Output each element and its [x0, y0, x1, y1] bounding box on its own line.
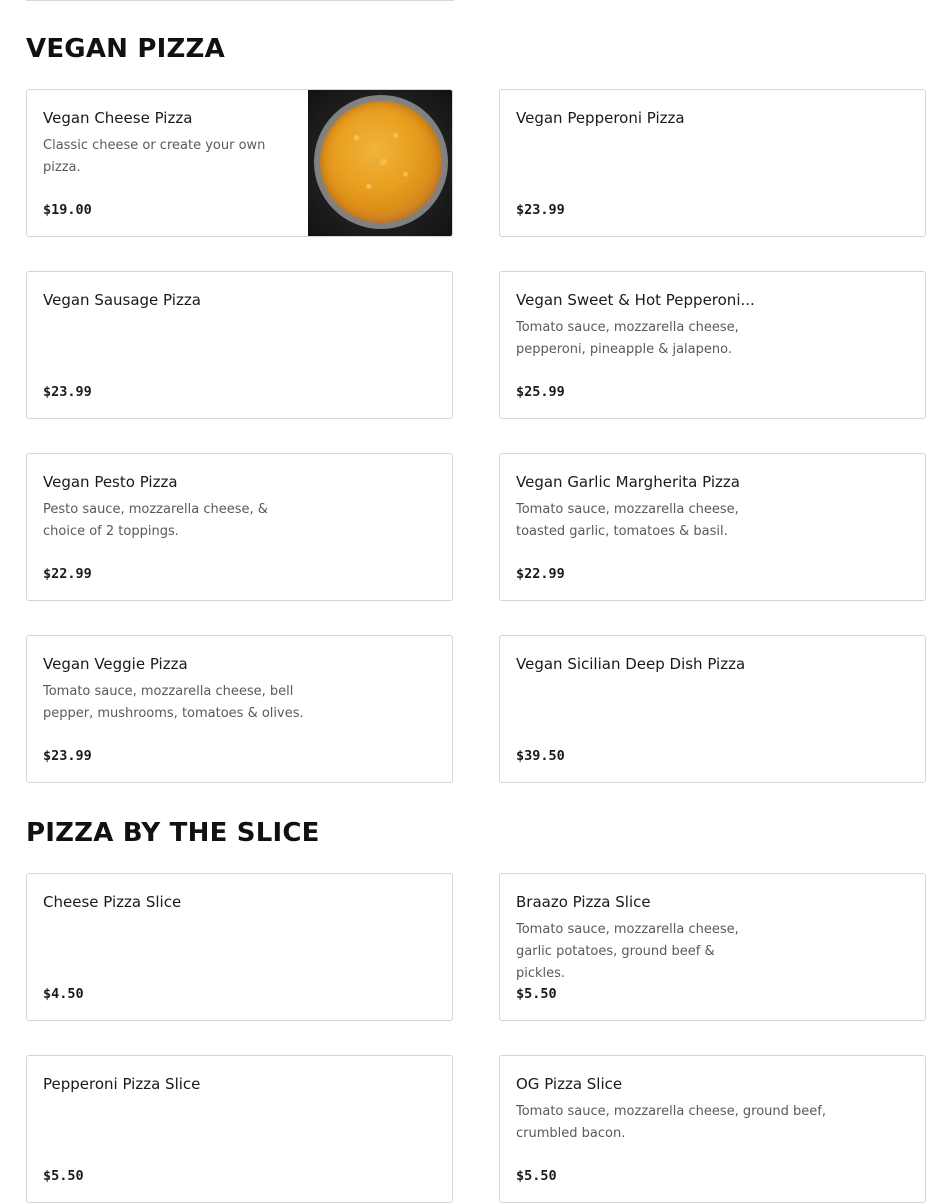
menu-item-description: Classic cheese or create your own pizza.: [43, 138, 266, 175]
section-title-vegan-pizza: VEGAN PIZZA: [26, 34, 225, 64]
menu-item-name: OG Pizza Slice: [516, 1075, 623, 1093]
menu-item-name: Cheese Pizza Slice: [43, 893, 182, 911]
menu-item-name: Vegan Cheese Pizza: [43, 109, 193, 127]
menu-item-description: Tomato sauce, mozzarella cheese, pepperoni, pineapple & jalapeno.: [516, 320, 739, 357]
menu-item-card[interactable]: [499, 271, 926, 419]
menu-item-card[interactable]: [26, 873, 453, 1021]
menu-item-description: Pesto sauce, mozzarella cheese, & choice of 2 toppings.: [43, 502, 268, 539]
menu-item-card[interactable]: [26, 89, 453, 237]
menu-item-name: Vegan Sausage Pizza: [43, 291, 201, 309]
menu-item-price: $22.99: [516, 566, 565, 582]
menu-item-name: Pepperoni Pizza Slice: [43, 1075, 201, 1093]
menu-item-name: Vegan Pepperoni Pizza: [516, 109, 685, 127]
menu-item-name: Braazo Pizza Slice: [516, 893, 651, 911]
pizza-image: [320, 101, 442, 223]
menu-item-card[interactable]: [26, 635, 453, 783]
menu-item-card[interactable]: [499, 873, 926, 1021]
menu-item-card[interactable]: [499, 453, 926, 601]
menu-item-price: $23.99: [43, 748, 92, 764]
menu-item-name: Vegan Veggie Pizza: [43, 655, 188, 673]
menu-item-price: $25.99: [516, 384, 565, 400]
menu-item-price: $39.50: [516, 748, 565, 764]
menu-item-price: $4.50: [43, 986, 84, 1002]
menu-item-photo: [308, 90, 452, 236]
section-title-pizza-by-the-slice: PIZZA BY THE SLICE: [26, 818, 320, 848]
menu-item-card[interactable]: [499, 1055, 926, 1203]
menu-item-name: Vegan Sweet & Hot Pepperoni...: [516, 291, 755, 309]
menu-item-price: $23.99: [516, 202, 565, 218]
menu-item-description: Tomato sauce, mozzarella cheese, ground beef, crumbled bacon.: [516, 1104, 827, 1141]
menu-item-name: Vegan Pesto Pizza: [43, 473, 178, 491]
menu-item-price: $5.50: [516, 986, 557, 1002]
menu-item-card[interactable]: [499, 89, 926, 237]
menu-item-price: $5.50: [516, 1168, 557, 1184]
menu-item-description: Tomato sauce, mozzarella cheese, bell pepper, mushrooms, tomatoes & olives.: [43, 684, 304, 721]
menu-item-price: $5.50: [43, 1168, 84, 1184]
menu-item-card[interactable]: [26, 453, 453, 601]
menu-item-price: $22.99: [43, 566, 92, 582]
menu-item-description: Tomato sauce, mozzarella cheese, garlic potatoes, ground beef & pickles.: [516, 922, 739, 981]
menu-item-name: Vegan Sicilian Deep Dish Pizza: [516, 655, 746, 673]
section-divider: [26, 0, 454, 1]
menu-item-card[interactable]: [26, 1055, 453, 1203]
menu-item-card[interactable]: [26, 271, 453, 419]
menu-item-price: $23.99: [43, 384, 92, 400]
menu-item-name: Vegan Garlic Margherita Pizza: [516, 473, 740, 491]
menu-item-description: Tomato sauce, mozzarella cheese, toasted garlic, tomatoes & basil.: [516, 502, 739, 539]
menu-item-price: $19.00: [43, 202, 92, 218]
menu-item-card[interactable]: [499, 635, 926, 783]
